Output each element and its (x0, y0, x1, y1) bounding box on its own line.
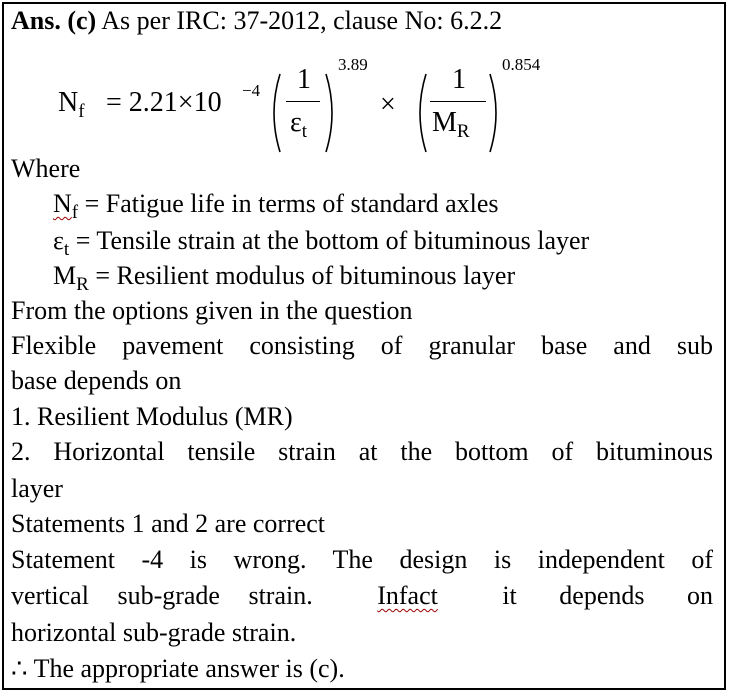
left-paren-2 (412, 72, 428, 154)
formula-coefficient: = 2.21×10 (106, 87, 222, 118)
body-line-2: Flexible pavement consisting of granular base and sub (11, 331, 713, 360)
answer-heading (11, 6, 502, 36)
fraction1-numerator: 1 (297, 64, 311, 95)
body-line-7: Statements 1 and 2 are correct (11, 509, 326, 538)
body-line-5: 2. Horizontal tensile strain at the bottom of bituminous (11, 437, 713, 466)
times-sign: × (380, 89, 396, 120)
reference-text: As per IRC: 37-2012, clause No: 6.2.2 (96, 6, 503, 35)
fraction1-denominator: $\varepsilon_t$ (290, 107, 308, 142)
formula-lhs: $N_f$ (58, 87, 85, 122)
left-paren-1 (266, 72, 282, 154)
conclusion-line: ∴ The appropriate answer is (c). (11, 654, 345, 683)
exponent1: 3.89 (338, 55, 368, 74)
where-label: Where (11, 154, 81, 183)
definition-mr: $M_R$ = Resilient modulus of bituminous layer (53, 261, 516, 295)
exponent2: 0.854 (502, 55, 541, 74)
right-paren-1 (324, 72, 340, 154)
fraction2-denominator: $M_R$ (432, 107, 470, 142)
fraction2-bar (430, 101, 486, 102)
fatigue-formula (58, 50, 578, 155)
fraction1-bar (286, 101, 320, 102)
body-line-1: From the options given in the question (11, 296, 413, 325)
fraction2-numerator: 1 (452, 64, 466, 95)
right-paren-2 (488, 72, 504, 154)
body-line-10: horizontal sub-grade strain. (11, 618, 297, 647)
coefficient-exponent: −4 (242, 81, 261, 100)
definition-nf: $N_f$ = Fatigue life in terms of standard axles (53, 189, 499, 223)
definition-et: $\varepsilon_t$ = Tensile strain at the bottom of bituminous layer (53, 226, 590, 260)
answer-label: Ans. (c) (11, 6, 97, 35)
body-line-6: layer (11, 474, 63, 503)
body-line-3: base depends on (11, 366, 182, 395)
body-line-9: vertical sub-grade strain. Infact it depends on (11, 581, 713, 610)
body-line-4: 1. Resilient Modulus (MR) (11, 402, 293, 431)
body-line-8: Statement -4 is wrong. The design is independent of (11, 545, 713, 574)
